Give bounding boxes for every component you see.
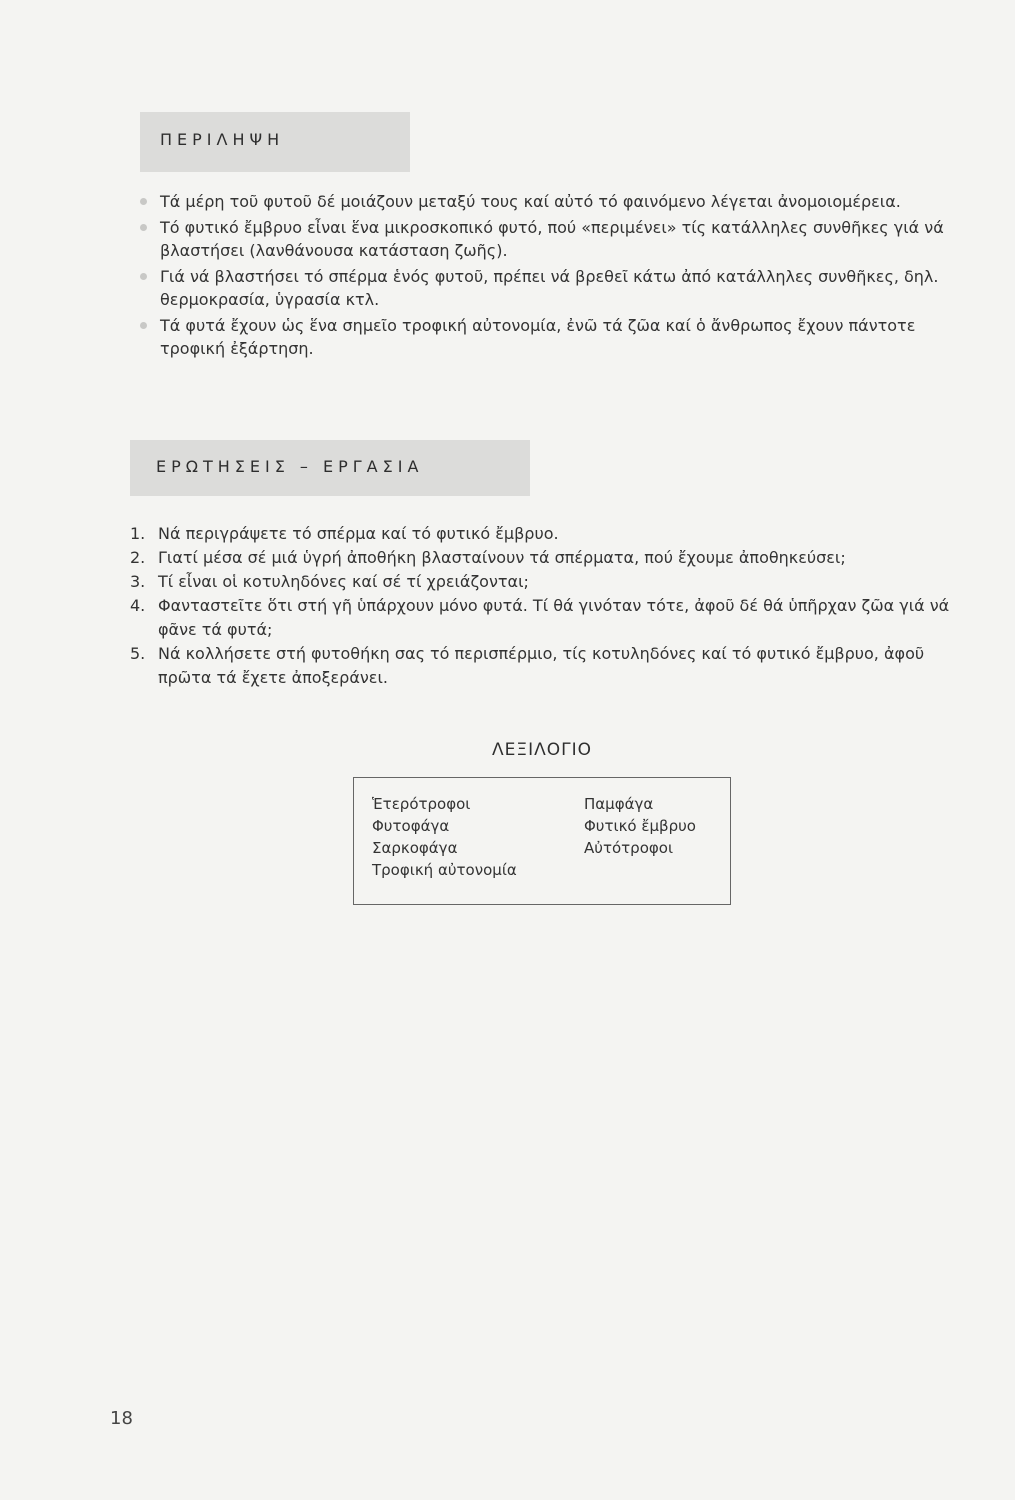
glossary-term: Φυτικό ἔμβρυο — [584, 817, 696, 835]
summary-item: Τά μέρη τοῦ φυτοῦ δέ μοιάζουν μεταξύ τους καί αὐτό τό φαινόμενο λέγεται ἀνομοιομέρεια. — [140, 190, 970, 213]
summary-item: Τά φυτά ἔχουν ὡς ἕνα σημεῖο τροφική αὐτονομία, ἐνῶ τά ζῶα καί ὁ ἄνθρωπος ἔχουν πάντοτε τροφική ἐξάρτηση. — [140, 314, 970, 360]
question-text: Τί εἶναι οἱ κοτυληδόνες καί σέ τί χρειάζονται; — [158, 572, 529, 591]
glossary-term: Ἑτερότροφοι — [372, 795, 471, 813]
bullet-icon — [140, 273, 147, 280]
question-text: Φανταστεῖτε ὅτι στή γῆ ὑπάρχουν μόνο φυτά. Τί θά γινόταν τότε, ἀφοῦ δέ θά ὑπῆρχαν ζῶα γιά νά φᾶνε τά φυτά; — [158, 596, 950, 639]
glossary-term: Αὐτότροφοι — [584, 839, 674, 857]
page-number: 18 — [110, 1408, 133, 1429]
question-item — [130, 522, 960, 546]
glossary-term: Παμφάγα — [584, 795, 654, 813]
question-item — [130, 570, 960, 594]
summary-list — [140, 190, 970, 363]
question-text: Γιατί μέσα σέ μιά ὑγρή ἀποθήκη βλασταίνουν τά σπέρματα, πού ἔχουμε ἀποθηκεύσει; — [158, 548, 846, 567]
questions-list — [130, 522, 960, 690]
bullet-icon — [140, 224, 147, 231]
glossary-term: Σαρκοφάγα — [372, 839, 458, 857]
questions-heading: ΕΡΩΤΗΣΕΙΣ – ΕΡΓΑΣΙΑ — [130, 440, 530, 496]
glossary-column-right — [584, 793, 696, 859]
glossary-title: ΛΕΞΙΛΟΓΙΟ — [492, 740, 593, 760]
question-text: Νά κολλήσετε στή φυτοθήκη σας τό περισπέρμιο, τίς κοτυληδόνες καί τό φυτικό ἔμβρυο, ἀφοῦ πρῶτα τά ἔχετε ἀποξεράνει. — [158, 644, 925, 687]
summary-heading: ΠΕΡΙΛΗΨΗ — [140, 112, 410, 172]
question-item — [130, 546, 960, 570]
question-item — [130, 642, 960, 690]
question-number: 3. — [130, 572, 146, 591]
question-number: 1. — [130, 524, 146, 543]
glossary-term: Φυτοφάγα — [372, 817, 450, 835]
bullet-icon — [140, 198, 147, 205]
glossary-box — [353, 777, 731, 905]
question-item — [130, 594, 960, 642]
question-number: 2. — [130, 548, 146, 567]
summary-item: Τό φυτικό ἔμβρυο εἶναι ἕνα μικροσκοπικό φυτό, πού «περιμένει» τίς κατάλληλες συνθῆκες γιά νά βλαστήσει (λανθάνουσα κατάσταση ζωῆς). — [140, 216, 970, 262]
glossary-column-left — [372, 793, 517, 881]
question-number: 4. — [130, 596, 146, 615]
question-number: 5. — [130, 644, 146, 663]
question-text: Νά περιγράψετε τό σπέρμα καί τό φυτικό ἔμβρυο. — [158, 524, 559, 543]
glossary-term: Τροφική αὐτονομία — [372, 861, 517, 879]
bullet-icon — [140, 322, 147, 329]
summary-item: Γιά νά βλαστήσει τό σπέρμα ἑνός φυτοῦ, πρέπει νά βρεθεῖ κάτω ἀπό κατάλληλες συνθῆκες, δηλ. θερμοκρασία, ὑγρασία κτλ. — [140, 265, 970, 311]
